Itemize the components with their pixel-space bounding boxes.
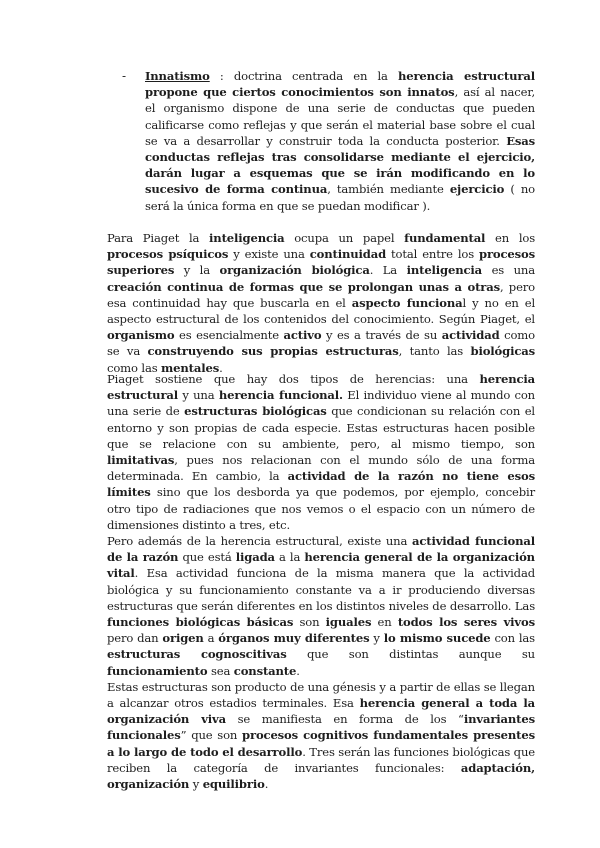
text-run-bold: Esas conductas reflejas tras consolidarse mediante el ejercicio, darán lugar a esquemas que se irán modificando en lo sucesivo de forma continua (145, 133, 535, 197)
text-run-underlined: Innatismo (145, 69, 210, 83)
text-run-bold (145, 69, 210, 83)
text-run: es una (482, 263, 535, 278)
paragraph-herencias (107, 371, 535, 792)
text-run-bold: origen (162, 631, 204, 646)
text-run-bold: adaptación, organización (107, 760, 535, 792)
text-run: . Esa actividad funciona de la misma manera que la actividad biológica y su funcionamiento constante va a ir produciendo diversas estructuras que serán diferentes en los distintos niveles de desarrollo. Las (107, 566, 535, 613)
text-run: , así al nacer, el organismo dispone de una serie de conductas que pueden calificarse como reflejas y que serán el material base sobre el cual se va a desarrollar y construir toda la conducta posterior. (145, 85, 536, 148)
text-run: , pues nos relacionan con el mundo sólo de una forma determinada. En cambio, la (107, 453, 535, 484)
text-run: ” que son (180, 728, 243, 743)
text-run-bold: activo (283, 328, 322, 343)
text-run-bold: herencia general a toda la organización viva (107, 696, 535, 727)
text-run: son (293, 615, 326, 630)
text-run: . Tres serán las funciones biológicas que reciben la categoría de invariantes funcionales: (107, 744, 535, 775)
text-run-bold: limitativas (107, 453, 175, 468)
text-run: en (371, 615, 398, 630)
text-run-bold: invariantes funcionales (107, 712, 535, 743)
text-run: que condicionan su relación con el entorno y son propias de cada especie. Estas estructuras hacen posible que se relacione con su ambiente, pero, al mismo tiempo, son (107, 404, 535, 451)
text-run: Estas estructuras son producto de una génesis y a partir de ellas se llegan a alcanzar otros estadios terminales. Esa (107, 679, 535, 711)
text-run: Pero además de la herencia estructural, existe una (107, 534, 412, 549)
text-run-bold: actividad (441, 328, 500, 343)
text-run-bold: herencia funcional. (218, 388, 343, 403)
bullet-dash: - (122, 69, 127, 83)
text-run: que está (178, 550, 236, 565)
text-run: l y no en el aspecto estructural de los contenidos del conocimiento. Según Piaget, el (107, 295, 536, 327)
text-run-bold: actividad de la razón no tiene esos límites (107, 469, 535, 500)
text-run: , tanto las (398, 344, 471, 359)
text-run-bold: creación continua de formas que se prolongan unas a otras (107, 279, 500, 294)
text-run: pero dan (107, 631, 163, 646)
text-run: y la (174, 263, 220, 278)
text-run: . La (369, 263, 407, 278)
text-run: . (296, 663, 300, 678)
text-run: . (219, 360, 223, 375)
text-run: Piaget sostiene que hay dos tipos de herencias: una (107, 372, 480, 386)
text-run-bold: procesos psíquicos (107, 247, 229, 262)
bullet-text (145, 68, 535, 214)
text-run: y (369, 631, 384, 646)
text-run-bold: ejercicio (449, 182, 505, 197)
text-run: se manifiesta en forma de los “ (226, 712, 464, 727)
text-run-bold: actividad funcional de la razón (107, 534, 535, 565)
text-run-bold: inteligencia (406, 263, 483, 278)
text-run: sea (207, 663, 234, 678)
text-run: ocupa un papel (284, 231, 405, 245)
text-run: . (264, 777, 269, 792)
text-run-bold: funciones biológicas básicas (107, 615, 294, 630)
text-run: y (189, 777, 203, 792)
text-run-bold: todos los seres vivos (397, 615, 535, 630)
text-run-bold: organismo (107, 328, 175, 343)
text-run: El individuo viene al mundo con una serie de (107, 388, 535, 419)
text-run: Para Piaget la (107, 231, 210, 245)
text-run-bold: aspecto funciona (351, 295, 463, 310)
text-run-bold: continuidad (309, 247, 387, 262)
text-run: como las (107, 360, 162, 375)
text-run-bold: estructuras biológicas (184, 404, 327, 419)
text-run: sino que los desborda ya que podemos, por ejemplo, concebir otro tipo de radiaciones que nos vemos o el espacio con un número de dimensiones distinto a tres, etc. (107, 485, 535, 532)
text-run: y existe una (228, 247, 310, 262)
text-run-bold: mentales (161, 360, 220, 375)
text-run-bold: fundamental (404, 231, 486, 245)
text-run-bold: constante (233, 663, 297, 678)
text-run-bold: herencia estructural propone que ciertos conocimientos son innatos (145, 69, 535, 100)
text-run-bold: herencia estructural (107, 372, 535, 403)
text-run-bold: equilibrio (202, 777, 265, 792)
text-run: es esencialmente (174, 328, 284, 343)
bullet-item-innatismo (122, 68, 536, 214)
text-run-bold: inteligencia (209, 231, 285, 245)
text-run-bold: herencia general de la organización vital (107, 550, 535, 581)
text-run-bold: estructuras cognoscitivas (107, 647, 287, 662)
text-run: en los (485, 231, 536, 245)
text-run: que son distintas aunque su (286, 647, 535, 662)
paragraph-inteligencia (107, 230, 535, 376)
text-run: con las (490, 631, 535, 646)
text-run-bold: procesos superiores (107, 247, 535, 278)
text-run-bold: funcionamiento (107, 663, 208, 678)
text-run-bold: lo mismo sucede (383, 631, 491, 646)
text-run-bold: ligada (235, 550, 275, 565)
text-run: : doctrina centrada en la (209, 69, 398, 83)
text-run-bold: iguales (325, 615, 372, 630)
text-run: y una (178, 388, 219, 403)
text-run: a la (274, 550, 305, 565)
text-run: total entre los (386, 247, 480, 262)
text-run-bold: procesos cognitivos fundamentales presentes a lo largo de todo el desarrollo (107, 728, 535, 759)
text-run: ( no será la única forma en que se puedan modificar ). (145, 182, 535, 213)
text-run-bold: biológicas (470, 344, 535, 359)
text-run: , también mediante (327, 182, 450, 197)
text-run: como se va (107, 328, 535, 359)
text-run-bold: construyendo sus propias estructuras (147, 344, 399, 359)
text-run: y es a través de su (321, 328, 442, 343)
text-run: a (203, 631, 219, 646)
text-run-bold: órganos muy diferentes (218, 631, 370, 646)
text-run: , pero esa continuidad hay que buscarla en el (107, 279, 536, 310)
text-run-bold: organización biológica (219, 263, 370, 278)
